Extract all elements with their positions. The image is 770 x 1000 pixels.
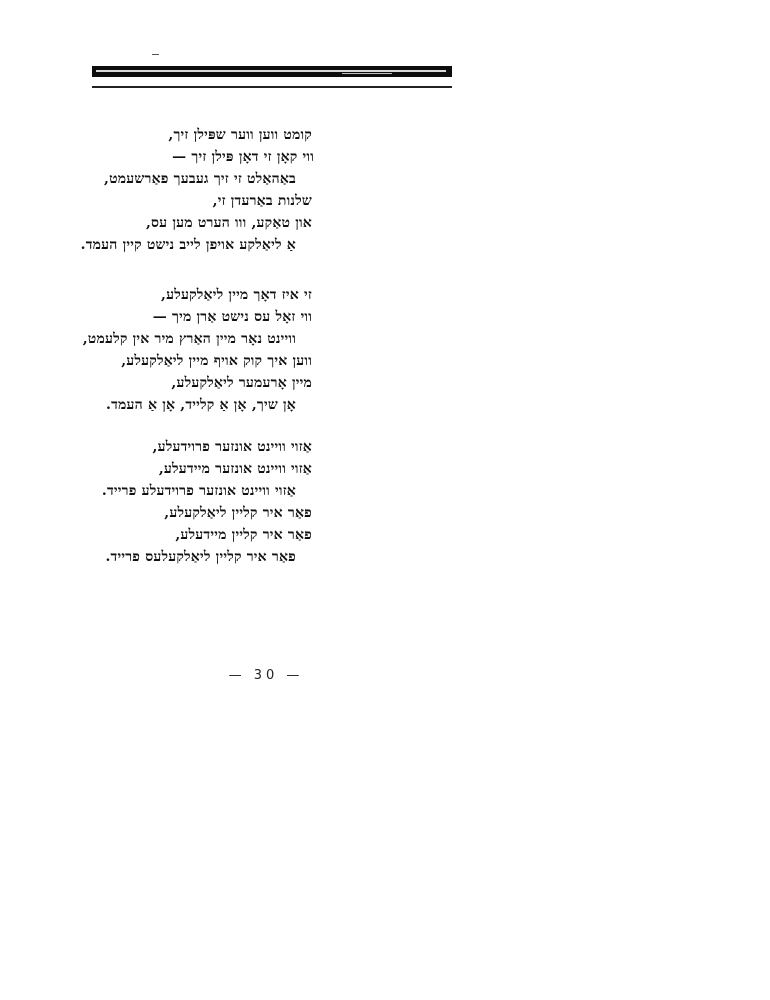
poem-line: אַזוי וויינט אונזער מיידעלע,	[158, 461, 312, 477]
poem-line: באַהאַלט זי זיך געבעך פאַרשעמט,	[104, 171, 296, 187]
poem-line: ווי זאָל עס נישט אַרן מיך —	[152, 309, 312, 325]
poem-line: אָן שיך, אָן אַ קלייד, אָן אַ העמד.	[106, 397, 296, 413]
poem-line: ווי קאָן זי דאָן פּילן זיך —	[172, 149, 314, 165]
poem-line: פאַר איר קליין ליאַלקעלעס פרייד.	[105, 549, 296, 565]
page-number: — 30 —	[228, 668, 304, 683]
poem-line: פאַר איר קליין ליאַלקעלע,	[164, 505, 312, 521]
poem-line: אַזוי וויינט אונזער פרוידעלע פרייד.	[101, 483, 296, 499]
poem-line: שלנות באַרעדן זי,	[212, 193, 312, 209]
poem-line: און טאַקע, ווו הערט מען עס,	[145, 215, 312, 231]
poem-line: אַזוי וויינט אונזער פרוידעלע,	[152, 439, 312, 455]
poem-line: וויינט נאָר מיין האַרץ מיר אין קלעמט,	[82, 331, 296, 347]
poem-line: זי איז דאָך מיין ליאַלקעלע,	[161, 287, 312, 303]
poem-line: פאַר איר קליין מיידעלע,	[175, 527, 312, 543]
poem-line: אַ ליאַלקע אויפן לייב נישט קיין העמד.	[80, 237, 296, 253]
poem-line: מיין אָרעמער ליאַלקעלע,	[171, 375, 312, 391]
poem-line: קומט ווען ווער שפּילן זיך,	[168, 127, 312, 143]
poem-line: ווען איך קוק אויף מיין ליאַלקעלע,	[121, 353, 312, 369]
